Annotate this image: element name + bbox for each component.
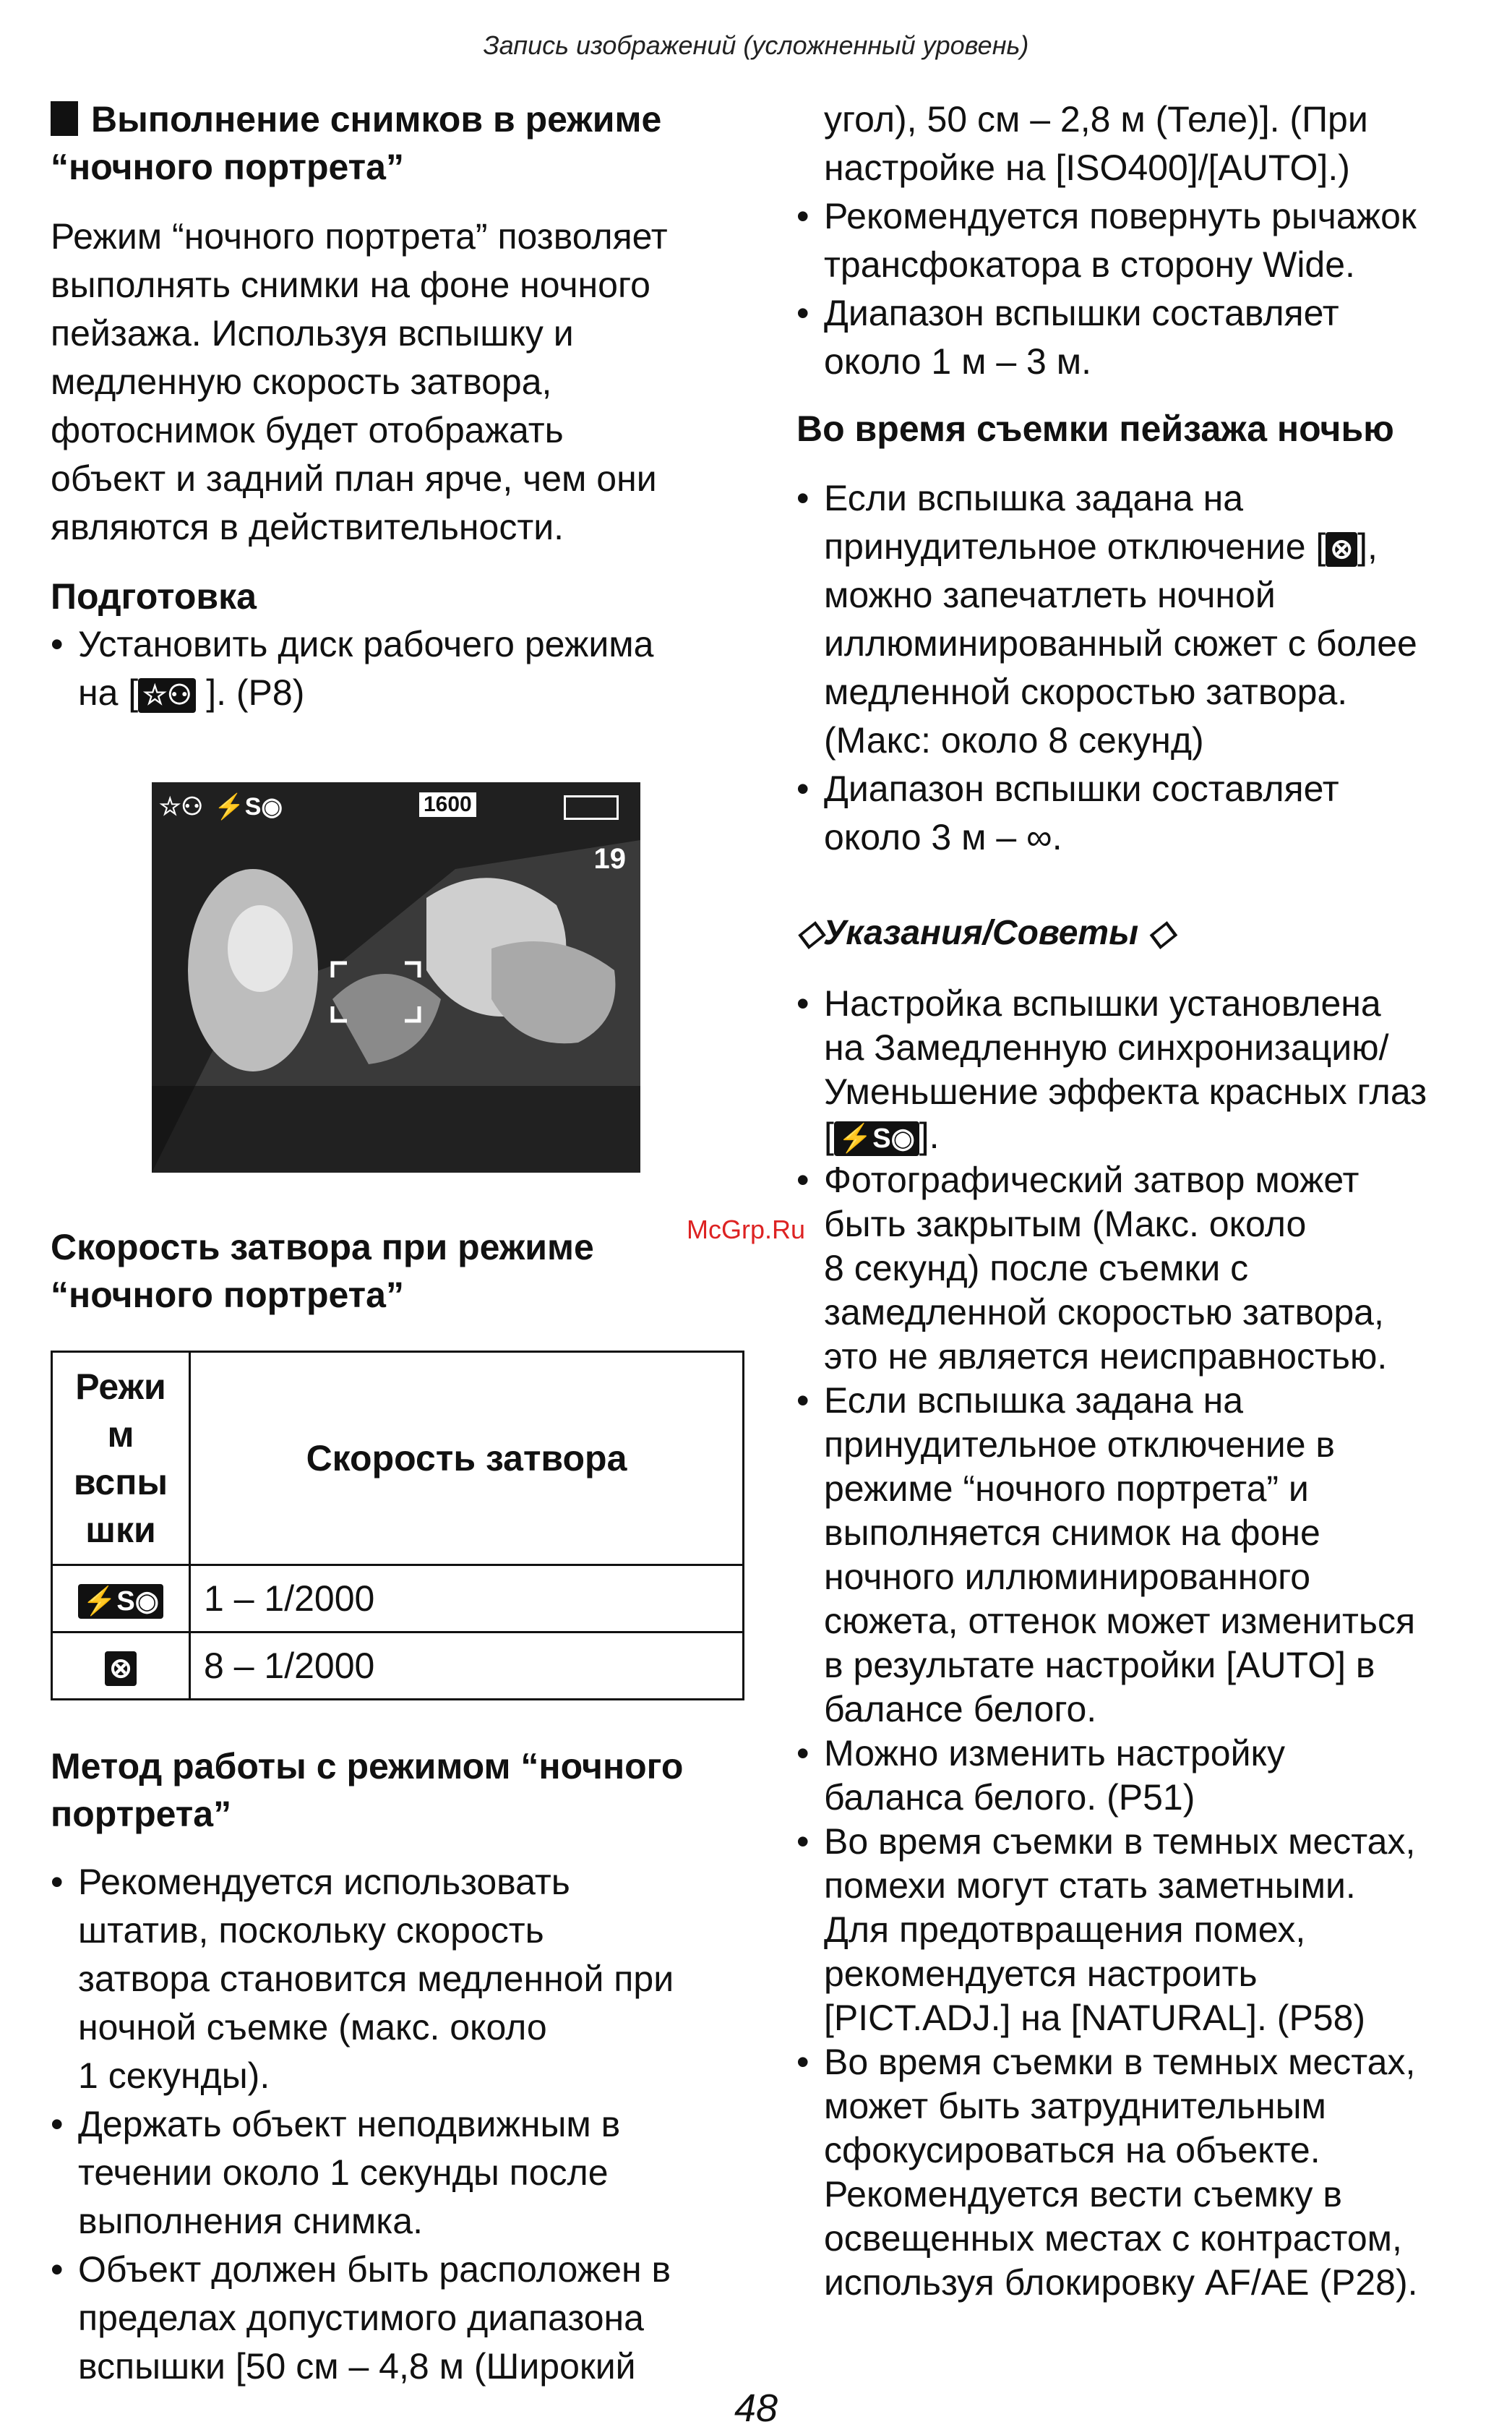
- list-item: • Фотографический затвор может быть закрытым (Макс. около 8 секунд) после съемки с замедленной скоростью затвора, это не является неисправностью.: [796, 1158, 1490, 1379]
- table-row: [52, 1565, 744, 1632]
- list-item: • Рекомендуется использовать штатив, поскольку скорость затвора становится медленной при ночной съемке (макс. около 1 секунды).: [51, 1858, 759, 2100]
- list-item: • Диапазон вспышки составляет около 3 м – ∞.: [796, 765, 1490, 862]
- list-item: • Диапазон вспышки составляет около 1 м – 3 м.: [796, 289, 1490, 386]
- flash-off-icon: ⊗: [105, 1651, 137, 1686]
- camera-lcd-photo: [152, 782, 640, 1173]
- landscape-title: Во время съемки пейзажа ночью: [796, 408, 1394, 449]
- list-item: • Во время съемки в темных местах, может быть затруднительным сфокусироваться на объекте. Рекомендуется вести съемку в освещенных местах с контрастом, используя блокировку AF/AE (P28).: [796, 2040, 1490, 2305]
- list-item: • Рекомендуется повернуть рычажок трансфокатора в сторону Wide.: [796, 192, 1490, 289]
- landscape-list: [796, 474, 1490, 862]
- lcd-iso-badge: 1600: [419, 792, 476, 817]
- running-header: Запись изображений (усложненный уровень): [483, 30, 1029, 60]
- intro-paragraph: Режим “ночного портрета” позволяет выполнять снимки на фоне ночного пейзажа. Используя вспышку и медленную скорость затвора, фотоснимок будет отображать объект и задний план ярче, чем они являются в действительности.: [51, 216, 668, 547]
- battery-icon: [564, 795, 619, 820]
- watermark: McGrp.Ru: [687, 1215, 806, 1244]
- prep-item: • Установить диск рабочего режима на [ ☆⚇ ]. (P8): [51, 620, 759, 717]
- shutter-table: [51, 1351, 744, 1700]
- list-item: • Настройка вспышки установлена на Замедленную синхронизацию/ Уменьшение эффекта красных глаз [ ⚡S◉ ].: [796, 982, 1490, 1158]
- lcd-status-bar: [159, 792, 633, 829]
- photo-scene: [152, 782, 640, 1173]
- right-continuation: угол), 50 см – 2,8 м (Теле)]. (При настройке на [ISO400]/[AUTO].): [824, 99, 1368, 188]
- section-title-line2: “ночного портрета”: [51, 147, 404, 187]
- shutter-value: 1 – 1/2000: [190, 1565, 744, 1632]
- shutter-value: 8 – 1/2000: [190, 1632, 744, 1700]
- tips-title: ◇Указания/Советы ◇: [796, 914, 1175, 952]
- night-portrait-mode-icon: ☆⚇: [138, 678, 196, 713]
- flash-off-icon: ⊗: [1326, 532, 1357, 567]
- list-item: • Если вспышка задана на принудительное отключение в режиме “ночного портрета” и выполняется снимок на фоне ночного иллюминированного сюжета, оттенок может измениться в результате настройки [AUTO] в балансе белого.: [796, 1379, 1490, 1732]
- list-item: • Объект должен быть расположен в пределах допустимого диапазона вспышки [50 см – 4,8 м (Широкий: [51, 2246, 759, 2391]
- list-item: • Во время съемки в темных местах, помехи могут стать заметными. Для предотвращения помех, рекомендуется настроить [PICT.ADJ.] на [NATURAL]. (P58): [796, 1820, 1490, 2040]
- header-flash-mode: Режи м вспы шки: [52, 1352, 190, 1565]
- lcd-remaining-count: 19: [593, 843, 626, 875]
- method-title: Метод работы с режимом “ночного портрета”: [51, 1746, 684, 1834]
- header-shutter-speed: Скорость затвора: [190, 1352, 744, 1565]
- section-marker-icon: [51, 101, 78, 136]
- list-item: • Можно изменить настройку баланса белого. (P51): [796, 1732, 1490, 1820]
- lcd-mode-icon: ☆⚇: [159, 793, 203, 821]
- list-item: • Если вспышка задана на принудительное отключение [ ⊗ ], можно запечатлеть ночной иллюминированный сюжет с более медленной скоростью затвора. (Макс: около 8 секунд): [796, 474, 1490, 765]
- prep-title: Подготовка: [51, 576, 257, 617]
- prep-list: [51, 620, 759, 717]
- slow-sync-redeye-icon: ⚡S◉: [78, 1584, 163, 1619]
- section-title: [51, 95, 759, 191]
- list-item: • Держать объект неподвижным в течении около 1 секунды после выполнения снимка.: [51, 2100, 759, 2246]
- shutter-title: Скорость затвора при режиме “ночного портрета”: [51, 1227, 594, 1315]
- section-title-line1: Выполнение снимков в режиме: [91, 99, 662, 140]
- lcd-flash-icon: ⚡S◉: [214, 793, 283, 821]
- table-header-row: [52, 1352, 744, 1565]
- slow-sync-redeye-icon: ⚡S◉: [834, 1121, 919, 1156]
- range-list: [796, 192, 1490, 386]
- table-row: [52, 1632, 744, 1700]
- method-list: [51, 1858, 759, 2391]
- tips-list: [796, 982, 1490, 2305]
- page-number: 48: [734, 2387, 778, 2430]
